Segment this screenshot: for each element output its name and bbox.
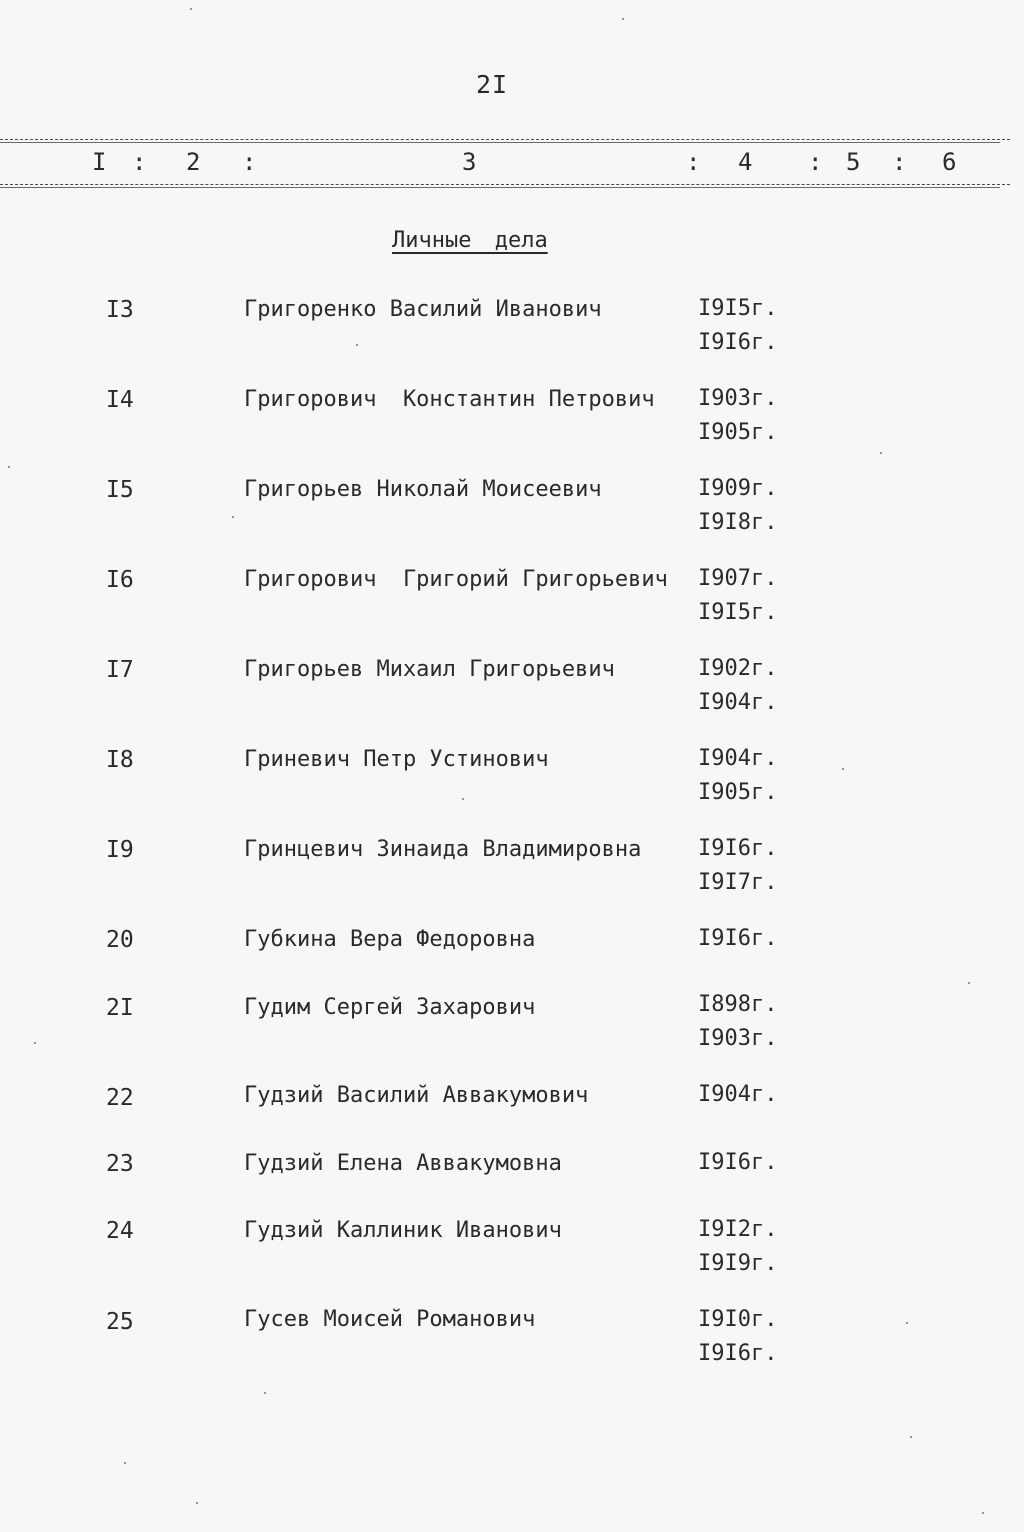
entry-year: I905г.: [698, 780, 778, 805]
entry-number: I7: [106, 657, 134, 683]
scan-speck: [462, 798, 464, 800]
entry-number: 20: [106, 927, 134, 953]
entry-years: [698, 292, 777, 360]
scan-speck: [356, 344, 358, 346]
entry-year: I898г.: [698, 992, 778, 1017]
scan-speck: [910, 1436, 912, 1438]
entry-number: I9: [106, 837, 134, 863]
entry-number: I6: [106, 567, 134, 593]
entry-years: [698, 472, 777, 540]
column-header-2: 2: [186, 148, 201, 176]
entry-name: Гусев Моисей Романович: [244, 1307, 536, 1332]
section-title: Личные дела: [392, 228, 548, 253]
scan-speck: [906, 1322, 908, 1324]
entry-year: I903г.: [698, 1026, 778, 1051]
header-rule-bottom-inner: [0, 187, 1000, 188]
scan-speck: [264, 1392, 266, 1394]
entry-year: I904г.: [698, 690, 778, 715]
entry-year: I9I9г.: [698, 1251, 778, 1276]
entry-number: 2I: [106, 995, 134, 1021]
entry-year: I903г.: [698, 386, 778, 411]
scan-speck: [880, 452, 882, 454]
entry-name: Григоренко Василий Иванович: [244, 297, 602, 322]
entry-year: I9I6г.: [698, 330, 778, 355]
entry-name: Гринцевич Зинаида Владимировна: [244, 837, 642, 862]
entry-year: I904г.: [698, 746, 778, 771]
entry-name: Григорович Константин Петрович: [244, 387, 655, 412]
scan-speck: [232, 516, 234, 518]
column-header-4: 4: [738, 148, 753, 176]
entry-name: Гудзий Каллиник Иванович: [244, 1218, 562, 1243]
entry-name: Гудзий Елена Аввакумовна: [244, 1151, 562, 1176]
entry-years: [698, 922, 777, 956]
entry-number: 23: [106, 1151, 134, 1177]
entry-year: I9I6г.: [698, 836, 778, 861]
scan-speck: [124, 1462, 126, 1464]
entry-years: [698, 562, 777, 630]
entry-years: [698, 742, 777, 810]
entry-number: 25: [106, 1309, 134, 1335]
entry-year: I904г.: [698, 1082, 778, 1107]
entry-year: I907г.: [698, 566, 778, 591]
entry-name: Григорьев Николай Моисеевич: [244, 477, 602, 502]
scan-speck: [982, 1512, 984, 1514]
entry-years: [698, 1303, 777, 1371]
column-header-5: 5: [846, 148, 861, 176]
column-header-1: I: [92, 148, 107, 176]
header-rule-bottom: [0, 184, 1010, 185]
entry-years: [698, 832, 777, 900]
column-separator: :: [242, 148, 257, 176]
column-separator: :: [132, 148, 147, 176]
entry-year: I902г.: [698, 656, 778, 681]
entry-years: [698, 1146, 777, 1180]
entry-name: Гриневич Петр Устинович: [244, 747, 549, 772]
scan-speck: [8, 466, 10, 468]
scan-speck: [196, 1502, 198, 1504]
scan-speck: [842, 768, 844, 770]
entry-years: [698, 1078, 777, 1112]
entry-year: I9I6г.: [698, 926, 778, 951]
scan-speck: [622, 18, 624, 20]
entry-number: I8: [106, 747, 134, 773]
entry-name: Гудим Сергей Захарович: [244, 995, 536, 1020]
column-separator: :: [808, 148, 823, 176]
entry-year: I9I0г.: [698, 1307, 778, 1332]
entry-year: I9I5г.: [698, 296, 778, 321]
entry-name: Губкина Вера Федоровна: [244, 927, 536, 952]
entry-year: I9I2г.: [698, 1217, 778, 1242]
scan-speck: [34, 1042, 36, 1044]
entry-year: I9I8г.: [698, 510, 778, 535]
entry-years: [698, 652, 777, 720]
entry-year: I909г.: [698, 476, 778, 501]
entry-year: I905г.: [698, 420, 778, 445]
entry-years: [698, 382, 777, 450]
column-header-6: 6: [942, 148, 957, 176]
column-separator: :: [892, 148, 907, 176]
scan-speck: [968, 982, 970, 984]
header-rule-top-inner: [0, 142, 1000, 143]
entry-year: I9I7г.: [698, 870, 778, 895]
entry-years: [698, 1213, 777, 1281]
entry-name: Гудзий Василий Аввакумович: [244, 1083, 589, 1108]
column-separator: :: [686, 148, 701, 176]
entry-number: I3: [106, 297, 134, 323]
entry-name: Григорьев Михаил Григорьевич: [244, 657, 615, 682]
header-rule-top: [0, 139, 1010, 140]
column-header-3: 3: [462, 148, 477, 176]
page-number: 2I: [476, 70, 509, 99]
entry-year: I9I6г.: [698, 1150, 778, 1175]
entry-year: I9I5г.: [698, 600, 778, 625]
entry-year: I9I6г.: [698, 1341, 778, 1366]
entry-number: 24: [106, 1218, 134, 1244]
scan-speck: [190, 8, 192, 10]
entry-number: I4: [106, 387, 134, 413]
entry-number: I5: [106, 477, 134, 503]
entry-years: [698, 988, 777, 1056]
entry-number: 22: [106, 1085, 134, 1111]
entry-name: Григорович Григорий Григорьевич: [244, 567, 668, 592]
